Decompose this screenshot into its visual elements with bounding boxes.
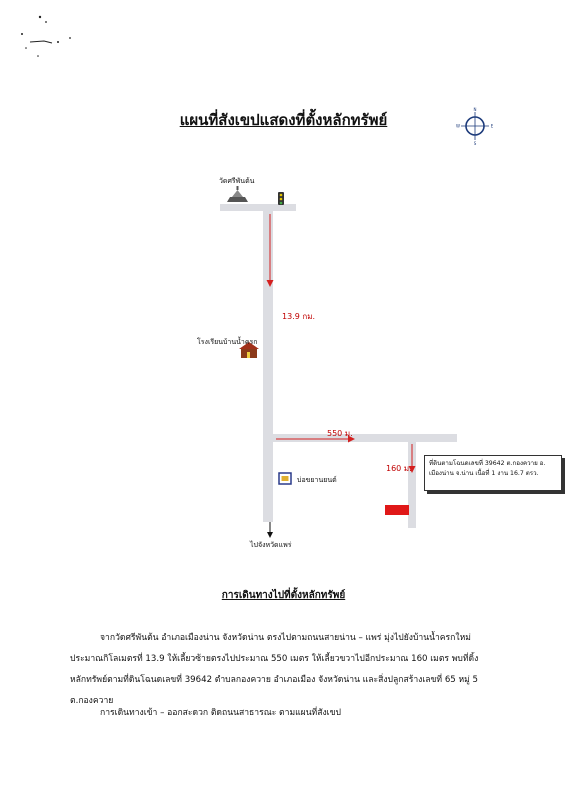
arrow-to-phrae-head xyxy=(267,532,273,538)
label-school: โรงเรียนบ้านน้ำครก xyxy=(197,338,258,346)
land-plot-marker xyxy=(385,505,409,515)
compass-e: E xyxy=(490,123,494,129)
label-distance-160m: 160 ม. xyxy=(386,464,412,473)
callout-line-2: เมืองน่าน จ.น่าน เนื้อที่ 1 งาน 16.7 ตรว. xyxy=(429,469,539,477)
access-note: การเดินทางเข้า – ออกสะดวก ติดถนนสาธารณะ ตามแผนที่สังเขป xyxy=(100,708,341,718)
road-top xyxy=(220,204,296,211)
label-distance-13-9km: 13.9 กม. xyxy=(282,312,316,321)
garage-icon xyxy=(279,473,291,484)
label-garage: บ่อขยานยนต์ xyxy=(297,476,337,484)
directions-line-2: ประมาณกิโลเมตรที่ 13.9 ให้เลี้ยวซ้ายตรงไปประมาณ 550 เมตร ให้เลี้ยวขวาไปอีกประมาณ 160 เมตร พบที่ดิ้ง xyxy=(70,654,479,664)
compass-s: S xyxy=(473,141,477,146)
road-branch xyxy=(273,434,457,442)
label-to-phrae: ไปจังหวัดแพร่ xyxy=(250,541,292,549)
label-temple: วัดศรีพันต้น xyxy=(219,177,255,185)
compass-n: N xyxy=(473,107,477,112)
land-deed-callout xyxy=(424,455,562,491)
label-distance-550m: 550 ม. xyxy=(327,429,353,438)
road-main xyxy=(263,204,273,522)
directions-line-3: หลักทรัพย์ตามที่ดินโฉนดเลขที่ 39642 ตำบลกองควาย อำเภอเมือง จังหวัดน่าน และสิ่งปลูกสร้างเลขที่ 65 หมู่ 5 xyxy=(70,675,479,685)
temple-icon xyxy=(227,186,248,202)
directions-paragraph xyxy=(70,628,532,712)
callout-line-1: ที่ดินตามโฉนดเลขที่ 39642 ต.กองควาย อ. xyxy=(429,460,546,467)
page-title: แผนที่สังเขปแสดงที่ตั้งหลักทรัพย์ xyxy=(179,111,388,129)
directions-heading: การเดินทางไปที่ตั้งหลักทรัพย์ xyxy=(221,590,346,601)
directions-line-4: ต.กองควาย xyxy=(70,696,114,706)
directions-line-1: จากวัดศรีพันต้น อำเภอเมืองน่าน จังหวัดน่าน ตรงไปตามถนนสายน่าน – แพร่ มุ่งไปยังบ้านน้ำครกใหม่ xyxy=(100,633,471,643)
compass-w: W xyxy=(456,123,460,129)
traffic-light-icon xyxy=(278,192,284,205)
